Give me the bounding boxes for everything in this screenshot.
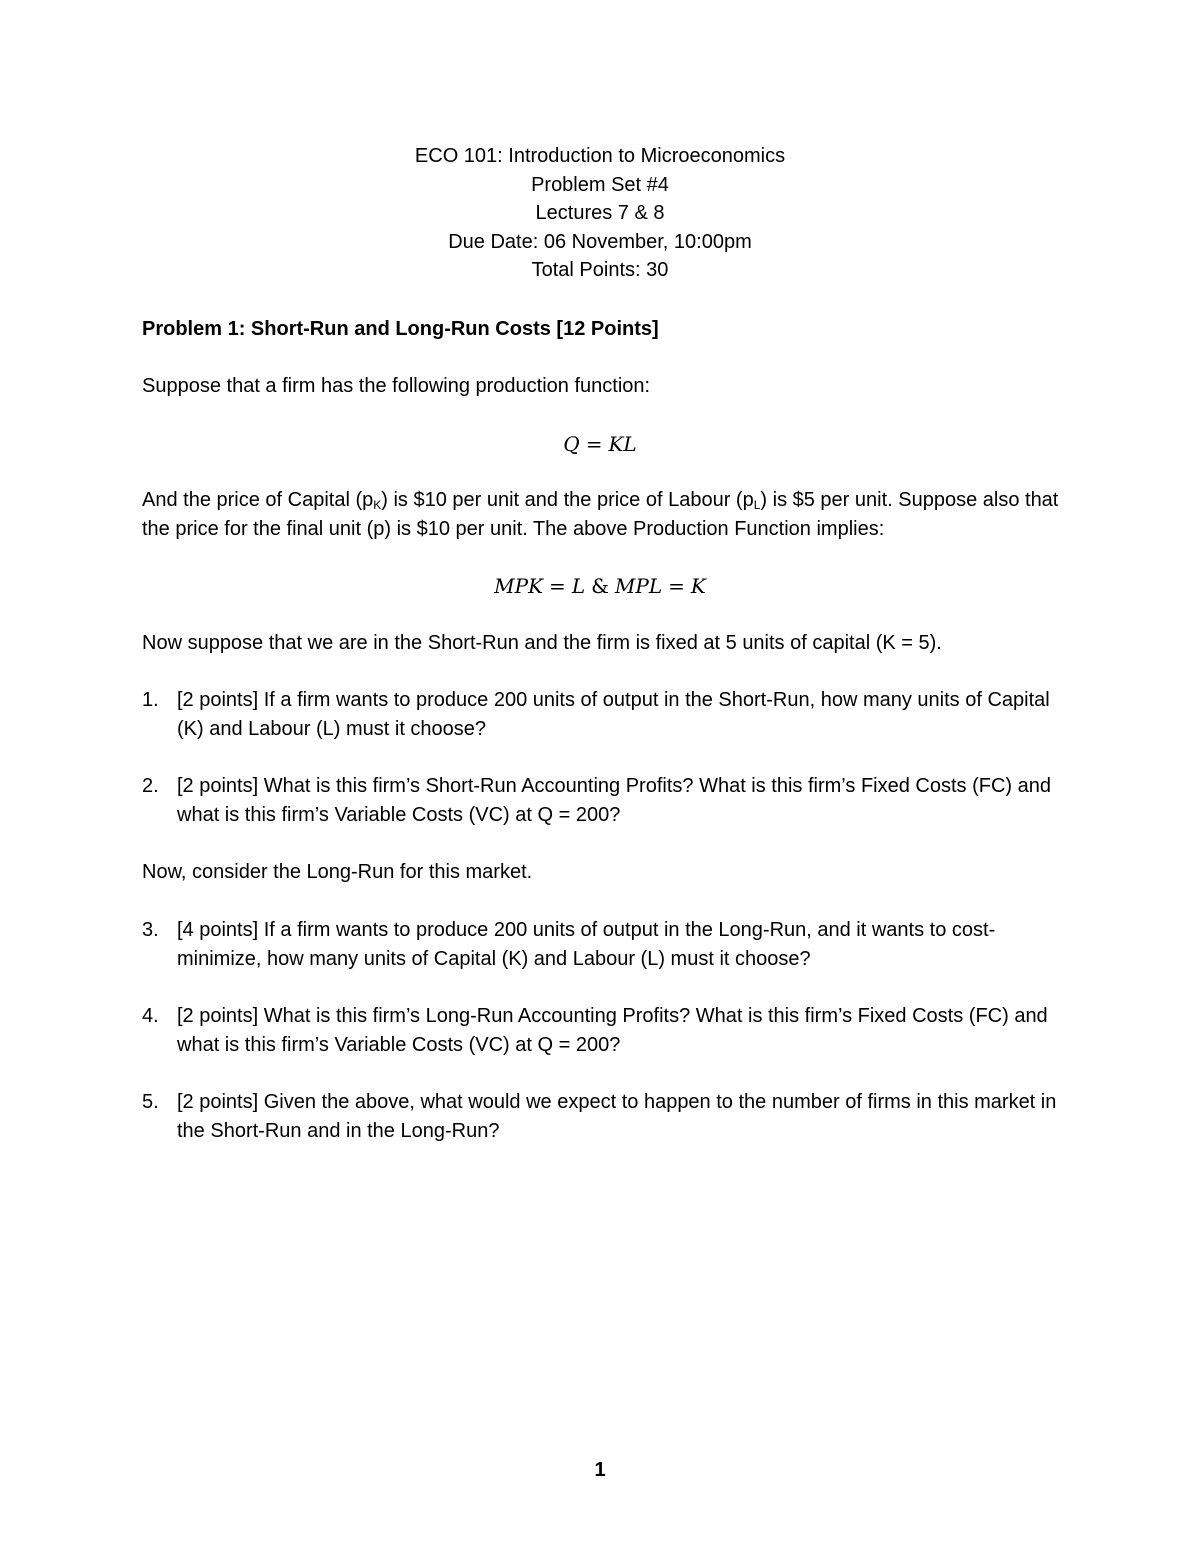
- question-number: 4.: [142, 1005, 159, 1027]
- mpk-value: L: [571, 574, 586, 598]
- prices-text-part2: ) is $10 per unit and the price of Labour (p: [381, 489, 754, 511]
- question-number: 1.: [142, 689, 159, 711]
- prices-paragraph: [142, 486, 1062, 544]
- equation-rhs: KL: [608, 432, 637, 456]
- question-text: [4 points] If a firm wants to produce 200 units of output in the Long-Run, and it wants to cost-minimize, how many units of Capital (K) and Labour (L) must it choose?: [177, 919, 996, 970]
- due-date-line: Due Date: 06 November, 10:00pm: [448, 230, 752, 253]
- page-number: 1: [594, 1459, 606, 1481]
- intro-paragraph: Suppose that a firm has the following production function:: [142, 375, 651, 397]
- mpk-equals: =: [549, 574, 566, 598]
- question-item: [142, 916, 1062, 974]
- equation-equals: =: [585, 432, 603, 456]
- question-number: 2.: [142, 775, 159, 797]
- prices-text-part1: And the price of Capital (p: [142, 489, 374, 511]
- long-run-intro: Now, consider the Long-Run for this market.: [142, 861, 533, 883]
- question-item: [142, 1002, 1062, 1060]
- course-title: ECO 101: Introduction to Microeconomics: [414, 145, 786, 167]
- question-text: [2 points] If a firm wants to produce 200 units of output in the Short-Run, how many units of Capital (K) and Labour (L) must it choose?: [177, 689, 1050, 740]
- capital-subscript: K: [373, 498, 382, 512]
- production-function-equation: [0, 430, 1200, 459]
- question-text: [2 points] What is this firm’s Long-Run Accounting Profits? What is this firm’s Fixed Costs (FC) and what is this firm’s Variable Costs (VC) at Q = 200?: [177, 1005, 1048, 1056]
- short-run-intro: Now suppose that we are in the Short-Run and the firm is fixed at 5 units of capital (K = 5).: [142, 632, 942, 654]
- mpl-equals: =: [668, 574, 685, 598]
- question-text: [2 points] Given the above, what would we expect to happen to the number of firms in this market in the Short-Run and in the Long-Run?: [177, 1091, 1057, 1142]
- prices-text-part3: ) is $5 per unit. Suppose also that the price for the final unit (p) is $10 per unit. The above Production Function implies:: [142, 489, 1059, 540]
- problem-title: Problem 1: Short-Run and Long-Run Costs [12 Points]: [142, 318, 659, 340]
- question-number: 3.: [142, 919, 159, 941]
- mpk-term: MPK: [494, 574, 544, 598]
- lectures-line: Lectures 7 & 8: [535, 202, 665, 225]
- mpl-term: MPL: [614, 574, 663, 598]
- ampersand: &: [591, 574, 609, 598]
- question-item: [142, 686, 1062, 744]
- mpl-value: K: [690, 574, 706, 598]
- total-points-line: Total Points: 30: [531, 259, 669, 282]
- equation-lhs: Q: [563, 432, 580, 456]
- question-number: 5.: [142, 1091, 159, 1113]
- question-text: [2 points] What is this firm’s Short-Run Accounting Profits? What is this firm’s Fixed Costs (FC) and what is this firm’s Variable Costs (VC) at Q = 200?: [177, 775, 1051, 826]
- document-header: [0, 142, 1200, 285]
- problem-set-title: Problem Set #4: [531, 173, 669, 196]
- question-item: [142, 772, 1062, 830]
- marginal-products-equation: [0, 572, 1200, 601]
- labour-subscript: L: [753, 498, 761, 512]
- question-item: [142, 1088, 1062, 1146]
